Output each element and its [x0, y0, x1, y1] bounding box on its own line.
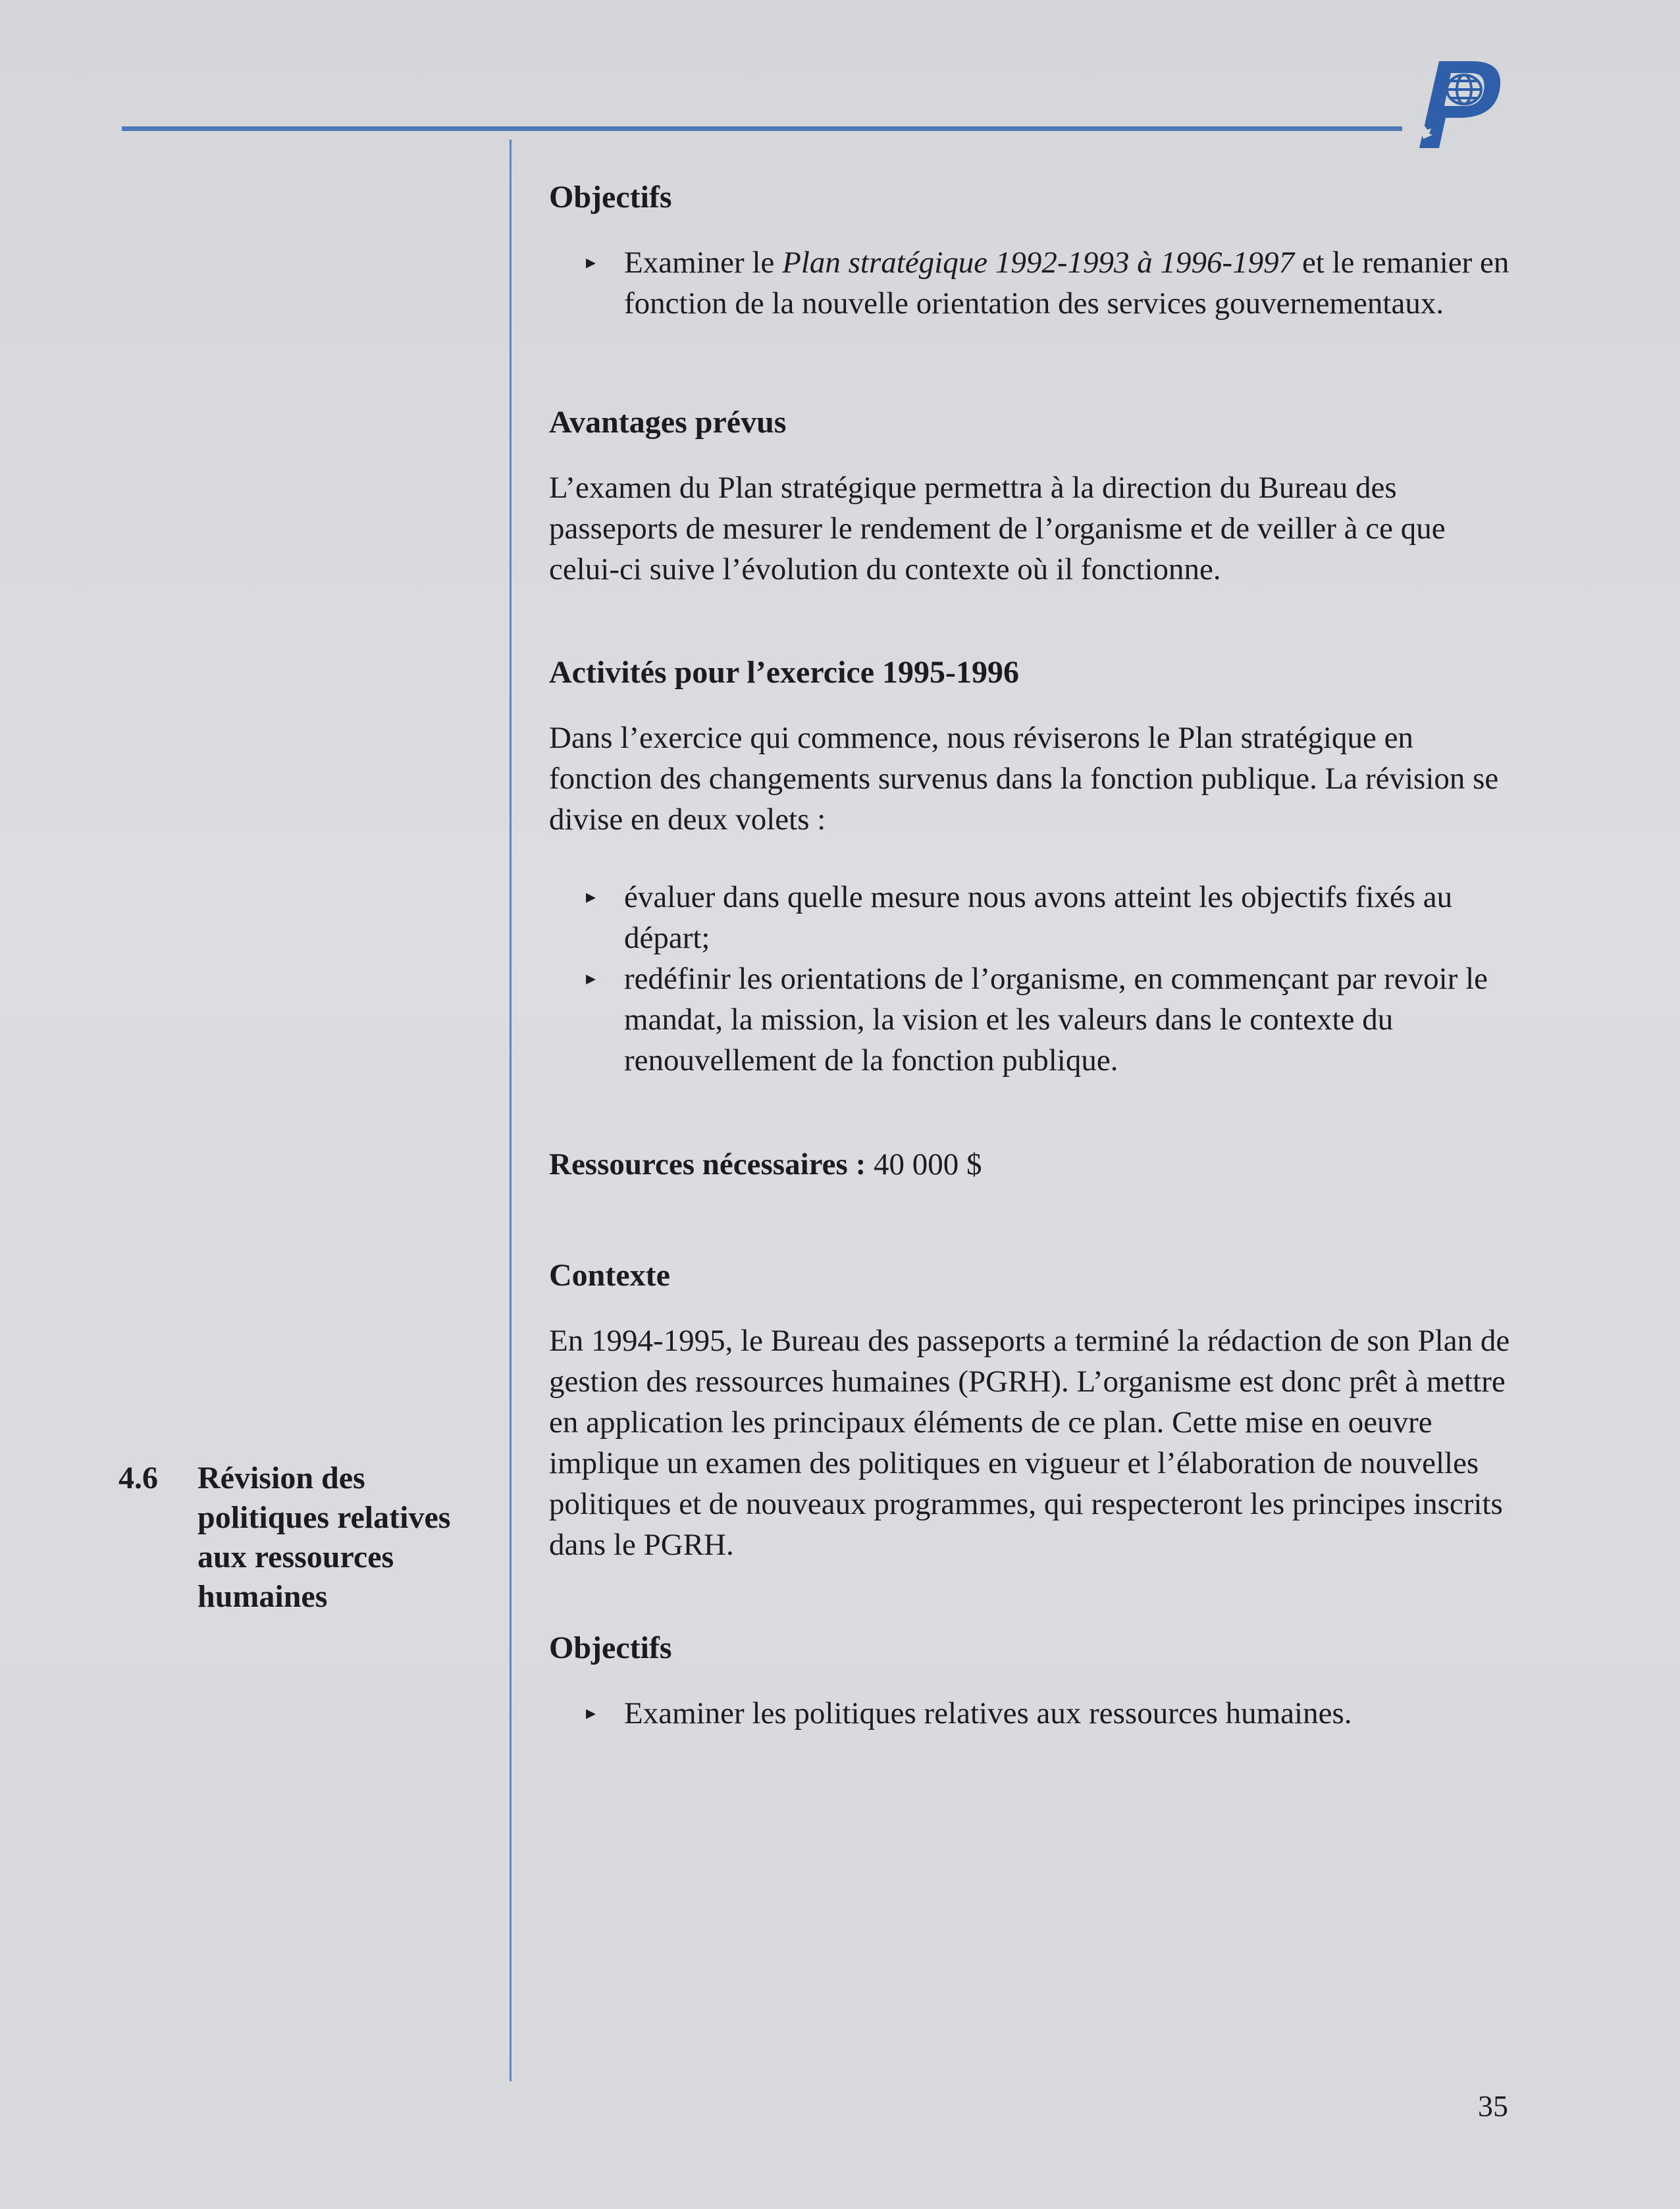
section-heading: Avantages prévus	[549, 405, 787, 440]
section-objectifs-2	[549, 1628, 1510, 1734]
list-item	[549, 242, 1510, 324]
list-item	[549, 1693, 1510, 1734]
bullet-list	[549, 877, 1510, 1081]
paragraph: En 1994-1995, le Bureau des passeports a terminé la rédaction de son Plan de gestion des ressources humaines (PGRH). L’organisme est donc prêt à mettre en application les principaux éléments de ce plan. Cette mise en oeuvre implique un examen des politiques en vigueur et l’élaboration de nouvelles politiques et de nouveaux programmes, qui respecteront les principes inscrits dans le PGRH.	[549, 1324, 1510, 1562]
section-heading: Objectifs	[549, 180, 672, 215]
list-item	[549, 958, 1510, 1081]
header-rule	[122, 126, 1402, 131]
section-objectifs-1	[549, 178, 1510, 324]
triangle-bullet-icon: ▸	[586, 1702, 596, 1724]
section-activites	[549, 653, 1510, 1081]
section-contexte	[549, 1256, 1510, 1565]
triangle-bullet-icon: ▸	[586, 968, 596, 989]
paragraph: L’examen du Plan stratégique permettra à la direction du Bureau des passeports de mesurer le rendement de l’organisme et de veiller à ce que celui-ci suive l’évolution du contexte où il fonctionne.	[549, 471, 1446, 586]
bullet-text: évaluer dans quelle mesure nous avons atteint les objectifs fixés au départ;	[624, 880, 1453, 955]
bullet-list	[549, 1693, 1510, 1734]
column-divider	[510, 140, 512, 2081]
ressources-line	[549, 1144, 1510, 1185]
section-title: Révision des politiques relatives aux ressources humaines	[197, 1461, 451, 1614]
section-heading: Contexte	[549, 1258, 670, 1293]
section-heading: Objectifs	[549, 1630, 672, 1665]
bullet-text: et le remanier en fonction de la nouvelle orientation des services gouvernementaux.	[624, 246, 1509, 321]
passport-office-logo-icon	[1388, 49, 1513, 155]
bullet-text: redéfinir les orientations de l’organisme, en commençant par revoir le mandat, la mission, la vision et les valeurs dans le contexte du renouvellement de la fonction publique.	[624, 962, 1488, 1078]
bullet-text: Examiner les politiques relatives aux ressources humaines.	[624, 1696, 1352, 1730]
bullet-text: Examiner le	[624, 246, 783, 280]
triangle-bullet-icon: ▸	[586, 251, 596, 273]
ressources-value: 40 000 $	[873, 1147, 982, 1182]
plan-title-italic: Plan stratégique 1992-1993 à 1996-1997	[782, 246, 1295, 280]
bullet-list	[549, 242, 1510, 324]
section-avantages	[549, 403, 1510, 590]
section-number: 4.6	[118, 1461, 158, 1495]
section-heading: Activités pour l’exercice 1995-1996	[549, 655, 1020, 690]
triangle-bullet-icon: ▸	[586, 886, 596, 908]
paragraph: Dans l’exercice qui commence, nous réviserons le Plan stratégique en fonction des changements survenus dans la fonction publique. La révision se divise en deux volets :	[549, 721, 1499, 837]
main-column	[549, 178, 1510, 1734]
list-item	[549, 877, 1510, 958]
page-number: 35	[1478, 2089, 1508, 2123]
ressources-label: Ressources nécessaires :	[549, 1147, 866, 1182]
